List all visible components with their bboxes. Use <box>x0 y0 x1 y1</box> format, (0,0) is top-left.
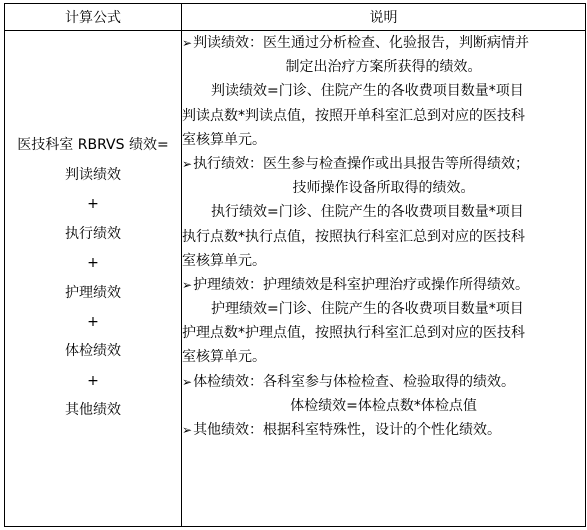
plus-sign: + <box>87 255 99 272</box>
formula-term: 体检绩效 <box>65 343 121 360</box>
description-cell <box>182 31 586 527</box>
description-line <box>182 394 585 418</box>
bullet-item <box>182 152 585 176</box>
description-line <box>182 176 585 200</box>
description-text: 执行点数*执行点值，按照执行科室汇总到对应的医技科 <box>182 228 525 245</box>
formula-cell <box>5 31 182 527</box>
description-text: 制定出治疗方案所获得的绩效。 <box>285 59 482 76</box>
arrow-right-icon: ➢ <box>182 156 193 171</box>
arrow-right-icon: ➢ <box>182 423 193 437</box>
bullet-item <box>182 370 585 394</box>
formula-term: 判读绩效 <box>65 166 121 183</box>
content-row <box>5 31 586 527</box>
performance-formula-table <box>4 3 586 527</box>
description-line <box>182 104 585 128</box>
plus-sign: + <box>87 196 99 213</box>
plus-sign: + <box>87 313 99 330</box>
arrow-right-icon: ➢ <box>182 374 193 389</box>
description-text: 执行绩效=门诊、住院产生的各收费项目数量*项目 <box>211 204 524 221</box>
description-text: 护理绩效：护理绩效是科室护理治疗或操作所得绩效。 <box>193 276 530 293</box>
description-text: 室核算单元。 <box>182 131 266 148</box>
arrow-right-icon: ➢ <box>182 277 193 292</box>
header-formula: 计算公式 <box>5 4 182 31</box>
description-text: 体检绩效=体检点数*体检点值 <box>290 397 477 414</box>
description-text: 体检绩效：各科室参与体检检查、检验取得的绩效。 <box>193 373 516 390</box>
description-text: 技师操作设备所取得的绩效。 <box>292 180 475 197</box>
description-text: 判读点数*判读点值，按照开单科室汇总到对应的医技科 <box>182 107 525 124</box>
formula-term: 其他绩效 <box>65 402 121 419</box>
description-line <box>182 79 585 103</box>
description-text: 护理绩效=门诊、住院产生的各收费项目数量*项目 <box>211 301 524 318</box>
bullet-item <box>182 418 585 442</box>
formula-term: 护理绩效 <box>65 284 121 301</box>
description-text: 判读绩效：医生通过分析检查、化验报告，判断病情并 <box>193 35 530 51</box>
description-text: 判读绩效=门诊、住院产生的各收费项目数量*项目 <box>211 83 524 100</box>
description-line <box>182 321 585 345</box>
description-line <box>182 200 585 224</box>
header-description: 说明 <box>182 4 586 31</box>
description-line <box>182 225 585 249</box>
formula-term: 执行绩效 <box>65 225 121 242</box>
description-line <box>182 55 585 79</box>
description-text: 室核算单元。 <box>182 349 266 366</box>
description-text: 护理点数*护理点值，按照执行科室汇总到对应的医技科 <box>182 325 525 342</box>
plus-sign: + <box>87 372 99 389</box>
header-row <box>5 4 586 31</box>
arrow-right-icon: ➢ <box>182 36 193 50</box>
formula-term: 医技科室 RBRVS 绩效= <box>17 137 169 154</box>
description-line <box>182 128 585 152</box>
bullet-item <box>182 31 585 55</box>
description-line <box>182 345 585 369</box>
description-text: 执行绩效：医生参与检查操作或出具报告等所得绩效； <box>193 155 530 172</box>
description-text: 室核算单元。 <box>182 252 266 269</box>
bullet-item <box>182 273 585 297</box>
description-text: 其他绩效：根据科室特殊性，设计的个性化绩效。 <box>193 422 502 438</box>
description-line <box>182 297 585 321</box>
description-line <box>182 249 585 273</box>
